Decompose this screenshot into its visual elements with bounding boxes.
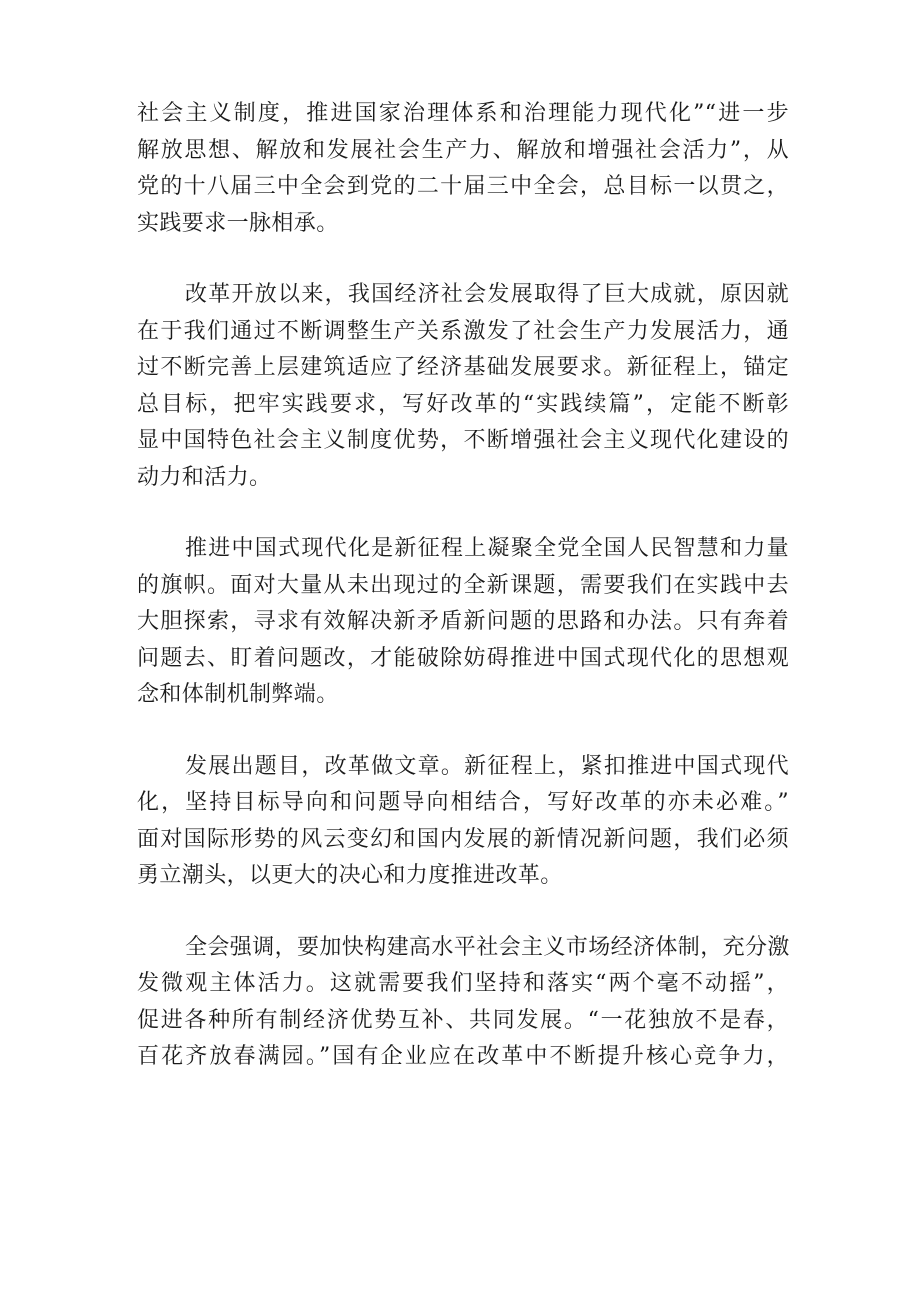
- text-line: 勇立潮头，以更大的决心和力度推进改革。: [137, 863, 563, 888]
- text-line: 促进各种所有制经济优势互补、共同发展。“一花独放不是春，: [137, 1007, 789, 1033]
- text-line: 党的十八届三中全会到党的二十届三中全会，总目标一以贯之，: [137, 174, 789, 199]
- text-line: 大胆探索，寻求有效解决新矛盾新问题的思路和办法。只有奔着: [137, 609, 789, 634]
- text-line: 的旗帜。面对大量从未出现过的全新课题，需要我们在实践中去: [137, 572, 789, 598]
- paragraph-spacer: [137, 496, 789, 531]
- text-line: 推进中国式现代化是新征程上凝聚全党全国人民智慧和力量: [185, 536, 789, 561]
- text-line: 问题去、盯着问题改，才能破除妨碍推进中国式现代化的思想观: [137, 645, 789, 671]
- paragraph-4: [137, 749, 789, 895]
- text-line: 念和体制机制弊端。: [137, 682, 339, 707]
- text-line: 改革开放以来，我国经济社会发展取得了巨大成就，原因就: [185, 282, 789, 307]
- text-line: 发微观主体活力。这就需要我们坚持和落实“两个毫不动摇”，: [137, 971, 789, 996]
- paragraph-1: [137, 96, 789, 242]
- text-line: 显中国特色社会主义制度优势，不断增强社会主义现代化建设的: [137, 428, 789, 453]
- text-line: 面对国际形势的风云变幻和国内发展的新情况新问题，我们必须: [137, 826, 789, 852]
- text-line: 全会强调，要加快构建高水平社会主义市场经济体制，充分激: [185, 934, 790, 960]
- paragraph-2: [137, 277, 789, 496]
- text-line: 百花齐放春满园。”国有企业应在改革中不断提升核心竞争力，: [137, 1044, 789, 1069]
- text-line: 实践要求一脉相承。: [137, 210, 339, 236]
- text-line: 总目标，把牢实践要求，写好改革的“实践续篇”，定能不断彰: [137, 391, 789, 417]
- text-line: 过不断完善上层建筑适应了经济基础发展要求。新征程上，锚定: [137, 355, 789, 380]
- paragraph-3: [137, 531, 789, 714]
- document-body: [137, 96, 789, 1076]
- paragraph-spacer: [137, 895, 789, 930]
- text-line: 解放思想、解放和发展社会生产力、解放和增强社会活力”，从: [137, 137, 789, 163]
- text-line: 发展出题目，改革做文章。新征程上，紧扣推进中国式现代: [185, 753, 789, 779]
- text-line: 社会主义制度，推进国家治理体系和治理能力现代化”“进一步: [137, 101, 789, 126]
- paragraph-spacer: [137, 714, 789, 749]
- paragraph-5: [137, 930, 789, 1076]
- text-line: 动力和活力。: [137, 464, 272, 490]
- text-line: 在于我们通过不断调整生产关系激发了社会生产力发展活力，通: [137, 318, 789, 344]
- text-line: 化，坚持目标导向和问题导向相结合，写好改革的亦未必难。”: [137, 790, 789, 815]
- paragraph-spacer: [137, 242, 789, 277]
